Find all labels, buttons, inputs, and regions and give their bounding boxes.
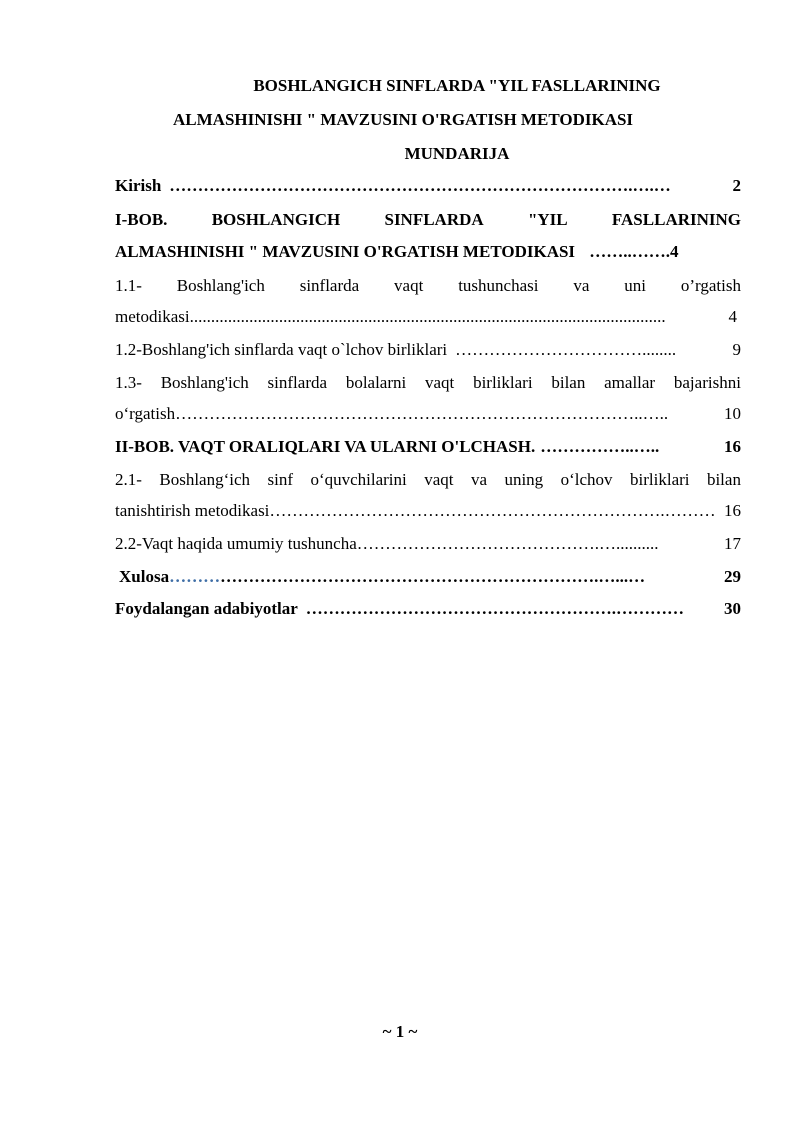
- toc-page-number: 10: [724, 404, 741, 423]
- toc-word: bilan: [551, 373, 586, 392]
- toc-leader-dots: ……………………………………………………………………….….…: [169, 176, 671, 195]
- toc-entry-label: Kirish: [115, 176, 162, 195]
- toc-word: sinflarda: [267, 373, 328, 392]
- toc-word: birliklari: [473, 373, 533, 392]
- toc-word: o‘lchov: [560, 470, 613, 489]
- toc-word: sinflarda: [299, 276, 360, 295]
- toc-entry-1-1-line2[interactable]: [115, 307, 737, 327]
- toc-word: vaqt: [394, 276, 424, 295]
- toc-entry-bob1-line2[interactable]: [115, 242, 741, 262]
- toc-leader-dots: ……………………………………………….…………: [305, 599, 685, 618]
- toc-word: "YIL: [527, 210, 568, 229]
- toc-entry-2-1-line1[interactable]: [115, 470, 741, 490]
- toc-entry-label: II-BOB. VAQT ORALIQLARI VA ULARNI O'LCHASH.: [115, 437, 536, 456]
- toc-word: 1.1-: [115, 276, 142, 295]
- toc-leader-dots-blue: ………: [169, 567, 221, 586]
- toc-word: o‘quvchilarini: [310, 470, 407, 489]
- toc-entry-label: Xulosa: [119, 567, 170, 586]
- toc-entry-label: tanishtirish metodikasi: [115, 501, 270, 520]
- toc-entry-label: Foydalangan adabiyotlar: [115, 599, 298, 618]
- toc-word: FASLLARINING: [611, 210, 741, 229]
- toc-word: amallar: [604, 373, 656, 392]
- toc-leader-dots: ……………………………........: [455, 340, 677, 359]
- toc-word: Boshlang‘ich: [159, 470, 251, 489]
- toc-page-number: 9: [732, 340, 741, 359]
- toc-entry-adabiyotlar[interactable]: [115, 599, 741, 619]
- toc-leader-dots: …………………………………………………………….………: [269, 501, 716, 520]
- toc-leader-dots: ……..…….: [589, 242, 671, 261]
- toc-page-number: 16: [724, 437, 741, 456]
- toc-word: Boshlang'ich: [160, 373, 249, 392]
- toc-heading: MUNDARIJA: [404, 144, 510, 163]
- title-line-2: ALMASHINISHI " MAVZUSINI O'RGATISH METODIKASI: [173, 110, 634, 129]
- toc-entry-bob2[interactable]: [115, 437, 741, 457]
- toc-word: tushunchasi: [458, 276, 539, 295]
- toc-entry-1-3-line2[interactable]: [115, 404, 741, 424]
- toc-entry-xulosa[interactable]: [119, 567, 741, 587]
- toc-entry-2-2[interactable]: [115, 534, 741, 554]
- toc-page-number: 29: [724, 567, 741, 586]
- toc-entry-label: metodikasi: [115, 307, 190, 326]
- toc-page-number: 30: [724, 599, 741, 618]
- toc-word: Boshlang'ich: [176, 276, 265, 295]
- toc-word: bilan: [706, 470, 741, 489]
- toc-entry-kirish[interactable]: [115, 176, 741, 196]
- toc-word: vaqt: [425, 373, 455, 392]
- toc-page-number: 16: [724, 501, 741, 520]
- toc-word: va: [573, 276, 590, 295]
- toc-entry-1-1-line1[interactable]: [115, 276, 741, 296]
- toc-leader-dots: ………………………………………………………….…...…: [220, 567, 646, 586]
- toc-entry-bob1-line1[interactable]: [115, 210, 741, 230]
- toc-word: I-BOB.: [115, 210, 168, 229]
- toc-word: o’rgatish: [680, 276, 741, 295]
- toc-word: 1.3-: [115, 373, 142, 392]
- toc-word: uni: [624, 276, 646, 295]
- toc-word: BOSHLANGICH: [211, 210, 341, 229]
- toc-entry-1-3-line1[interactable]: [115, 373, 741, 393]
- toc-entry-label: ALMASHINISHI " MAVZUSINI O'RGATISH METODIKASI: [115, 242, 576, 261]
- toc-word: uning: [504, 470, 544, 489]
- toc-leader-dots: ………………………………………………………………………..…..: [175, 404, 669, 423]
- toc-word: bajarishni: [673, 373, 741, 392]
- toc-entry-label: 1.2-Boshlang'ich sinflarda vaqt o`lchov birliklari: [115, 340, 448, 359]
- title-line-1: BOSHLANGICH SINFLARDA "YIL FASLLARINING: [253, 76, 661, 95]
- page-number-footer: ~ 1 ~: [382, 1022, 418, 1041]
- toc-page-number: 4: [670, 242, 679, 261]
- toc-word: vaqt: [424, 470, 454, 489]
- toc-entry-label: 2.2-Vaqt haqida umumiy tushuncha: [115, 534, 357, 553]
- toc-word: bolalarni: [345, 373, 407, 392]
- toc-word: va: [470, 470, 487, 489]
- toc-leader-dots: …………………………………….…..........: [356, 534, 659, 553]
- toc-entry-2-1-line2[interactable]: [115, 501, 741, 521]
- toc-word: SINFLARDA: [384, 210, 484, 229]
- toc-entry-1-2[interactable]: [115, 340, 741, 360]
- toc-page-number: 17: [724, 534, 741, 553]
- toc-word: 2.1-: [115, 470, 142, 489]
- toc-page-number: 2: [732, 176, 741, 195]
- toc-page-number: 4: [728, 307, 737, 326]
- toc-leader-dots: ……………..…..: [540, 437, 660, 456]
- toc-word: birliklari: [630, 470, 690, 489]
- toc-word: sinf: [267, 470, 293, 489]
- toc-leader-dots: ................................................................................................................: [189, 307, 666, 326]
- toc-entry-label: o‘rgatish: [115, 404, 176, 423]
